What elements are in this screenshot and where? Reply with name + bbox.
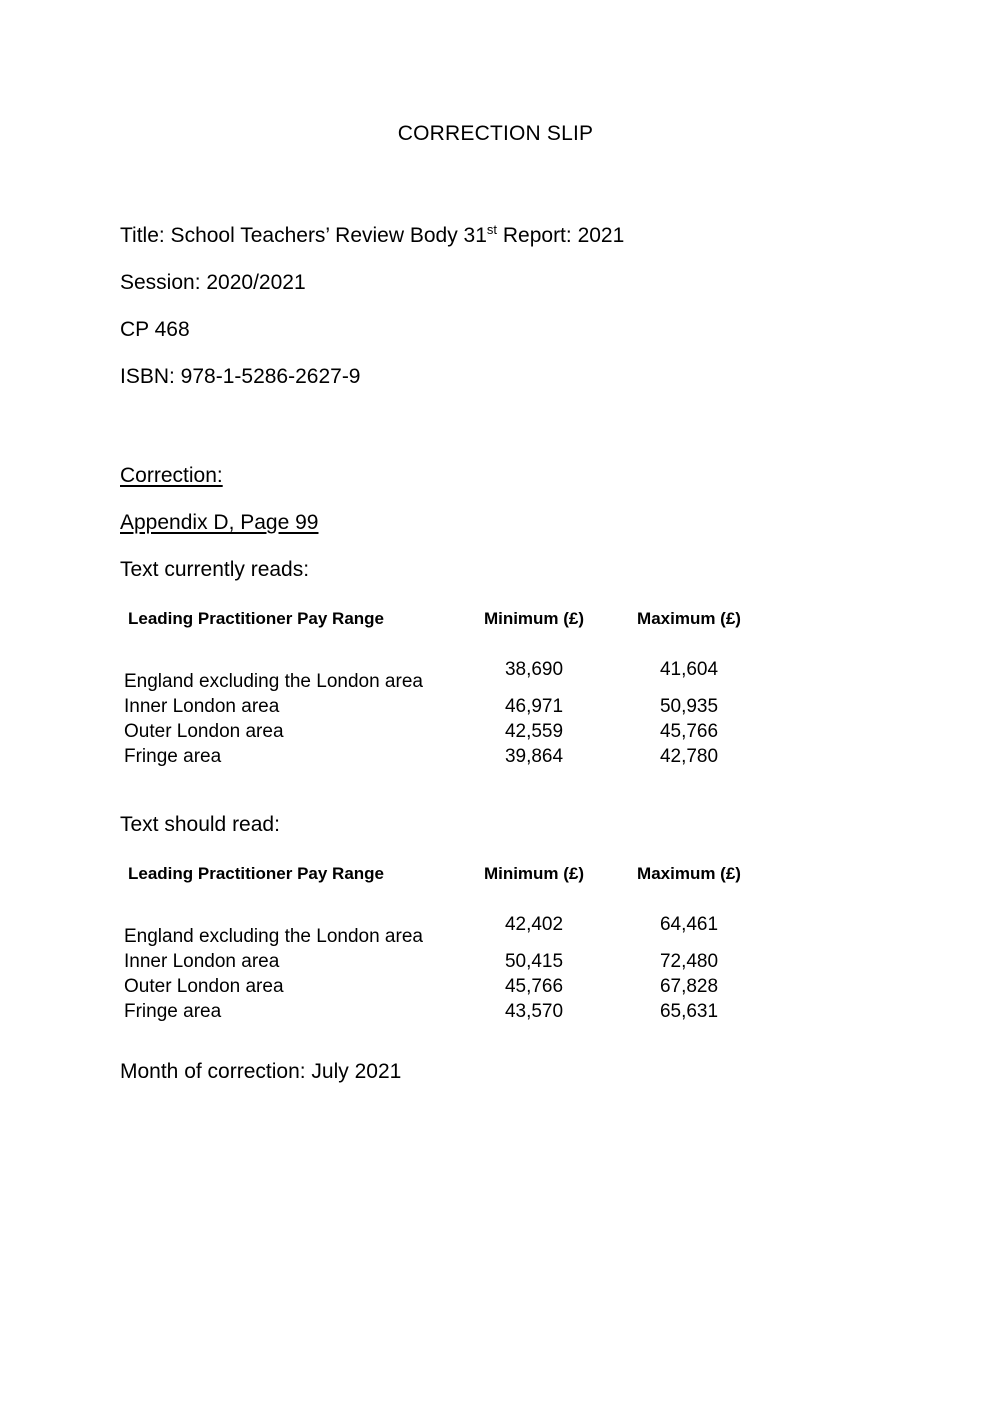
column-header-maximum: Maximum (£) [637, 864, 741, 883]
ordinal-suffix: st [486, 222, 498, 237]
column-header-pay-range: Leading Practitioner Pay Range [128, 864, 385, 883]
row-minimum: 45,766 [504, 976, 564, 997]
metadata-session: Session: 2020/2021 [120, 271, 306, 294]
column-header-pay-range: Leading Practitioner Pay Range [128, 609, 385, 628]
row-area: Outer London area [124, 976, 284, 997]
metadata-title-prefix: Title: School Teachers’ Review Body 31 [120, 224, 487, 247]
page-title: CORRECTION SLIP [397, 122, 594, 145]
table-row [124, 659, 764, 693]
correction-location-text: Appendix D, Page 99 [120, 511, 319, 534]
row-maximum: 72,480 [659, 951, 719, 972]
table-header-row [124, 864, 764, 914]
table-row [124, 998, 764, 1023]
column-header-maximum: Maximum (£) [637, 609, 741, 628]
row-maximum: 50,935 [659, 696, 719, 717]
metadata-title-rest: Report: 2021 [497, 224, 625, 247]
row-maximum: 65,631 [659, 1001, 719, 1022]
table-header-row [124, 609, 764, 659]
correction-location [120, 499, 880, 546]
table-row [124, 973, 764, 998]
row-minimum: 46,971 [504, 696, 564, 717]
row-area: England excluding the London area [124, 671, 423, 692]
table-row [124, 914, 764, 948]
row-area: Inner London area [124, 696, 280, 717]
correction-headings [120, 452, 880, 546]
current-text-label: Text currently reads: [120, 558, 310, 581]
row-area: Fringe area [124, 1001, 222, 1022]
table-row [124, 718, 764, 743]
row-minimum: 42,402 [504, 914, 564, 935]
metadata-title-line [120, 212, 880, 259]
row-area: Fringe area [124, 746, 222, 767]
correction-heading [120, 452, 880, 499]
row-maximum: 42,780 [659, 746, 719, 767]
month-of-correction: Month of correction: July 2021 [120, 1060, 402, 1083]
row-maximum: 41,604 [659, 659, 719, 680]
row-minimum: 43,570 [504, 1001, 564, 1022]
row-maximum: 67,828 [659, 976, 719, 997]
column-header-minimum: Minimum (£) [483, 609, 585, 628]
correction-heading-text: Correction: [120, 464, 223, 487]
row-maximum: 64,461 [659, 914, 719, 935]
table-row [124, 743, 764, 768]
metadata-isbn: ISBN: 978-1-5286-2627-9 [120, 365, 361, 388]
corrected-pay-table [124, 864, 764, 1023]
metadata-block [120, 212, 880, 400]
corrected-text-label: Text should read: [120, 813, 280, 836]
column-header-minimum: Minimum (£) [483, 864, 585, 883]
metadata-cp-number: CP 468 [120, 318, 190, 341]
row-area: England excluding the London area [124, 926, 423, 947]
row-area: Inner London area [124, 951, 280, 972]
current-text-section [120, 546, 880, 768]
row-maximum: 45,766 [659, 721, 719, 742]
table-row [124, 948, 764, 973]
table-row [124, 693, 764, 718]
row-minimum: 38,690 [504, 659, 564, 680]
corrected-text-section [120, 801, 880, 1023]
row-minimum: 42,559 [504, 721, 564, 742]
row-minimum: 50,415 [504, 951, 564, 972]
row-minimum: 39,864 [504, 746, 564, 767]
row-area: Outer London area [124, 721, 284, 742]
current-pay-table [124, 609, 764, 768]
